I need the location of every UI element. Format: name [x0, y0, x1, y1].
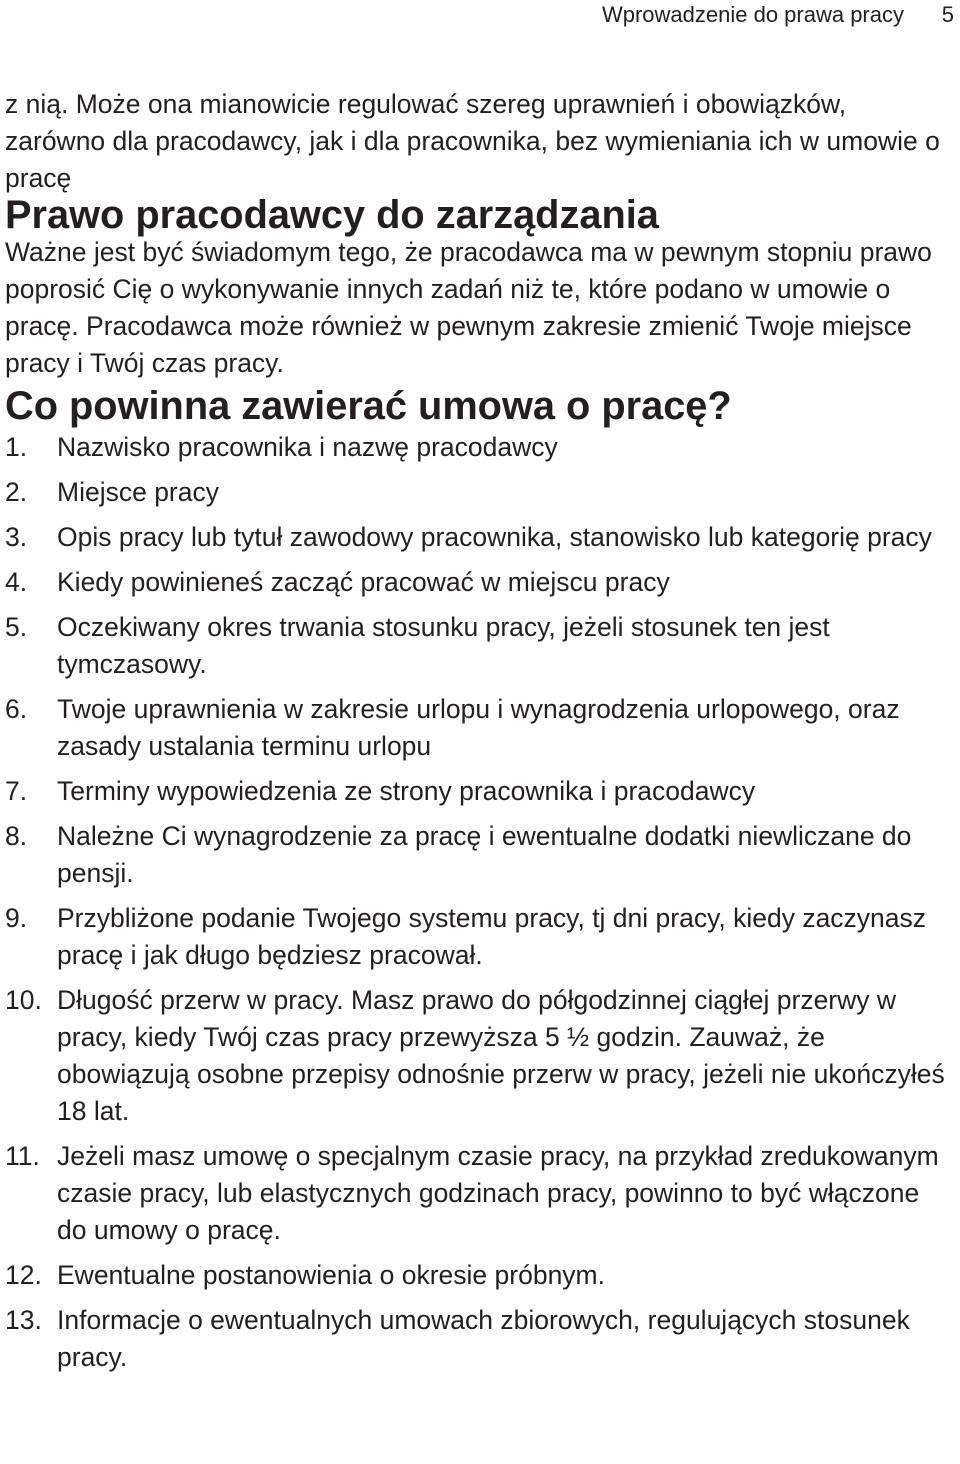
list-item	[5, 1138, 953, 1249]
list-item-text: Długość przerw w pracy. Masz prawo do półgodzinnej ciągłej przerwy w pracy, kiedy Twój czas pracy przewyższa 5 ½ godzin. Zauważ, że obowiązują osobne przepisy odnośnie przerw w pracy, jeżeli nie ukończyłeś 18 lat.	[57, 985, 945, 1126]
list-item	[5, 1302, 953, 1376]
list-item-text: Opis pracy lub tytuł zawodowy pracownika, stanowisko lub kategorię pracy	[57, 522, 932, 552]
list-item	[5, 519, 953, 556]
intro-paragraph: z nią. Może ona mianowicie regulować szereg uprawnień i obowiązków, zarówno dla pracodawcy, jak i dla pracownika, bez wymieniania ich w umowie o pracę	[5, 89, 940, 193]
list-item-text: Terminy wypowiedzenia ze strony pracownika i pracodawcy	[57, 776, 756, 806]
list-item-number: 12.	[5, 1260, 42, 1290]
section-body-employer-rights: Ważne jest być świadomym tego, że pracodawca ma w pewnym stopniu prawo poprosić Cię o wykonywanie innych zadań niż te, które podano w umowie o pracę. Pracodawca może również w pewnym zakresie zmienić Twoje miejsce pracy i Twój czas pracy.	[5, 237, 932, 378]
list-item-number: 9.	[5, 903, 28, 933]
list-item-text: Informacje o ewentualnych umowach zbiorowych, regulujących stosunek pracy.	[57, 1305, 910, 1372]
list-item-text: Kiedy powinieneś zacząć pracować w miejscu pracy	[57, 567, 670, 597]
list-item-number: 2.	[5, 477, 28, 507]
contract-contents-list	[5, 429, 953, 1376]
list-item-text: Przybliżone podanie Twojego systemu pracy, tj dni pracy, kiedy zaczynasz pracę i jak długo będziesz pracował.	[57, 903, 927, 970]
list-item	[5, 818, 953, 892]
list-item-text: Należne Ci wynagrodzenie za pracę i ewentualne dodatki niewliczane do pensji.	[57, 821, 912, 888]
list-item-number: 10.	[5, 985, 42, 1015]
list-item-text: Oczekiwany okres trwania stosunku pracy, jeżeli stosunek ten jest tymczasowy.	[57, 612, 830, 679]
list-item-text: Twoje uprawnienia w zakresie urlopu i wynagrodzenia urlopowego, oraz zasady ustalania terminu urlopu	[57, 694, 900, 761]
list-item	[5, 773, 953, 810]
list-item-number: 13.	[5, 1305, 42, 1335]
list-item	[5, 429, 953, 466]
list-item-number: 6.	[5, 694, 28, 724]
list-item	[5, 474, 953, 511]
list-item	[5, 982, 953, 1130]
list-item-text: Miejsce pracy	[57, 477, 219, 507]
page-number: 5	[941, 2, 954, 27]
running-header	[0, 0, 960, 30]
list-item-number: 5.	[5, 612, 28, 642]
list-item-number: 1.	[5, 432, 28, 462]
list-item-number: 7.	[5, 776, 28, 806]
list-item-number: 11.	[5, 1141, 40, 1171]
list-item	[5, 900, 953, 974]
list-item	[5, 1257, 953, 1294]
list-item-text: Ewentualne postanowienia o okresie próbnym.	[57, 1260, 605, 1290]
running-title: Wprowadzenie do prawa pracy	[601, 2, 904, 27]
list-item-number: 8.	[5, 821, 28, 851]
section-heading-contract-contents: Co powinna zawierać umowa o pracę?	[5, 384, 732, 428]
page-content	[5, 86, 953, 1384]
list-item	[5, 564, 953, 601]
section-heading-employer-rights: Prawo pracodawcy do zarządzania	[5, 193, 659, 237]
list-item-text: Jeżeli masz umowę o specjalnym czasie pracy, na przykład zredukowanym czasie pracy, lub elastycznych godzinach pracy, powinno to być włączone do umowy o pracę.	[57, 1141, 939, 1245]
list-item-number: 3.	[5, 522, 28, 552]
list-item	[5, 609, 953, 683]
list-item	[5, 691, 953, 765]
list-item-number: 4.	[5, 567, 28, 597]
list-item-text: Nazwisko pracownika i nazwę pracodawcy	[57, 432, 558, 462]
